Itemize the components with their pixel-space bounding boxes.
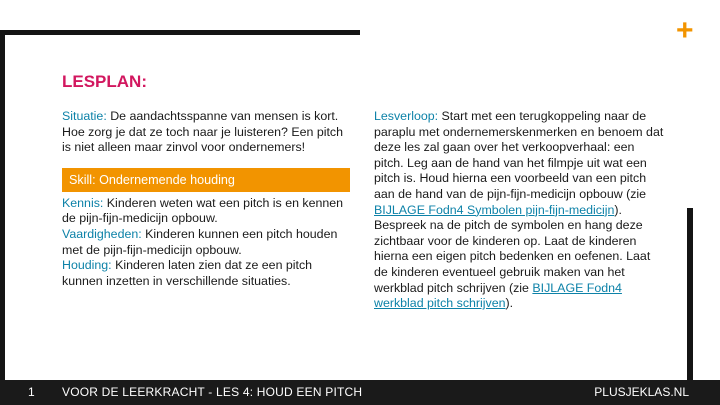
plus-icon: +: [676, 14, 694, 47]
footer-bar: [0, 380, 720, 405]
situatie-paragraph: [62, 109, 350, 156]
kennis-paragraph: [62, 196, 350, 227]
situatie-label: Situatie:: [62, 109, 107, 123]
situatie-text: De aandachtsspanne van mensen is kort. Hoe zorg je dat ze toch naar je luisteren? Een pitch is niet alleen maar zinvol voor ondernemers!: [62, 109, 344, 155]
right-column: [374, 109, 664, 312]
page-title: LESPLAN:: [62, 72, 147, 91]
page-number: 1: [28, 385, 35, 399]
houding-label: Houding:: [62, 258, 112, 273]
skill-banner: Skill: Ondernemende houding: [62, 168, 350, 192]
kennis-text: Kinderen weten wat een pitch is en kennen de pijn-fijn-medicijn opbouw.: [62, 195, 344, 226]
bijlage-werkblad-link[interactable]: BIJLAGE Fodn4 werkblad pitch schrijven: [374, 280, 622, 311]
vaardigheden-text: Kinderen kunnen een pitch houden met de pijn-fijn-medicijn opbouw.: [62, 226, 338, 257]
kennis-label: Kennis:: [62, 195, 104, 210]
vaardigheden-label: Vaardigheden:: [62, 226, 142, 241]
houding-text: Kinderen laten zien dat ze een pitch kunnen inzetten in verschillende situaties.: [62, 258, 313, 288]
lesverloop-label: Lesverloop:: [374, 109, 439, 123]
lesverloop-text-3: ).: [505, 296, 514, 311]
footer-title: VOOR DE LEERKRACHT - LES 4: HOUD EEN PITCH: [62, 385, 363, 399]
footer-site: PLUSJEKLAS.NL: [594, 385, 689, 399]
right-frame-line: [687, 208, 693, 380]
vaardigheden-paragraph: [62, 227, 350, 258]
left-column: [62, 109, 350, 289]
lesverloop-text-2: ). Bespreek na de pitch de symbolen en hang deze zichtbaar voor de kinderen op. Laat de kinderen hierna een eigen pitch bedenken en oefenen. Laat de kinderen eventueel gebruik maken van het werkblad pitch schrijven (zie: [374, 202, 651, 295]
lesverloop-paragraph: [374, 109, 664, 312]
lesverloop-text-1: Start met een terugkoppeling naar de paraplu met ondernemerskenmerken en benoem dat deze les zal gaan over het verkoopverhaal: een pitch. Leg aan de hand van het filmpje uit wat een pitch is. Houd hierna een voorbeeld van een pitch aan de hand van de pijn-fijn-medicijn opbouw (zie: [374, 109, 664, 201]
houding-paragraph: [62, 258, 350, 289]
left-frame-line: [0, 30, 5, 380]
top-frame-line: [0, 30, 360, 35]
bijlage-symbolen-link[interactable]: BIJLAGE Fodn4 Symbolen pijn-fijn-medicijn: [374, 202, 615, 217]
